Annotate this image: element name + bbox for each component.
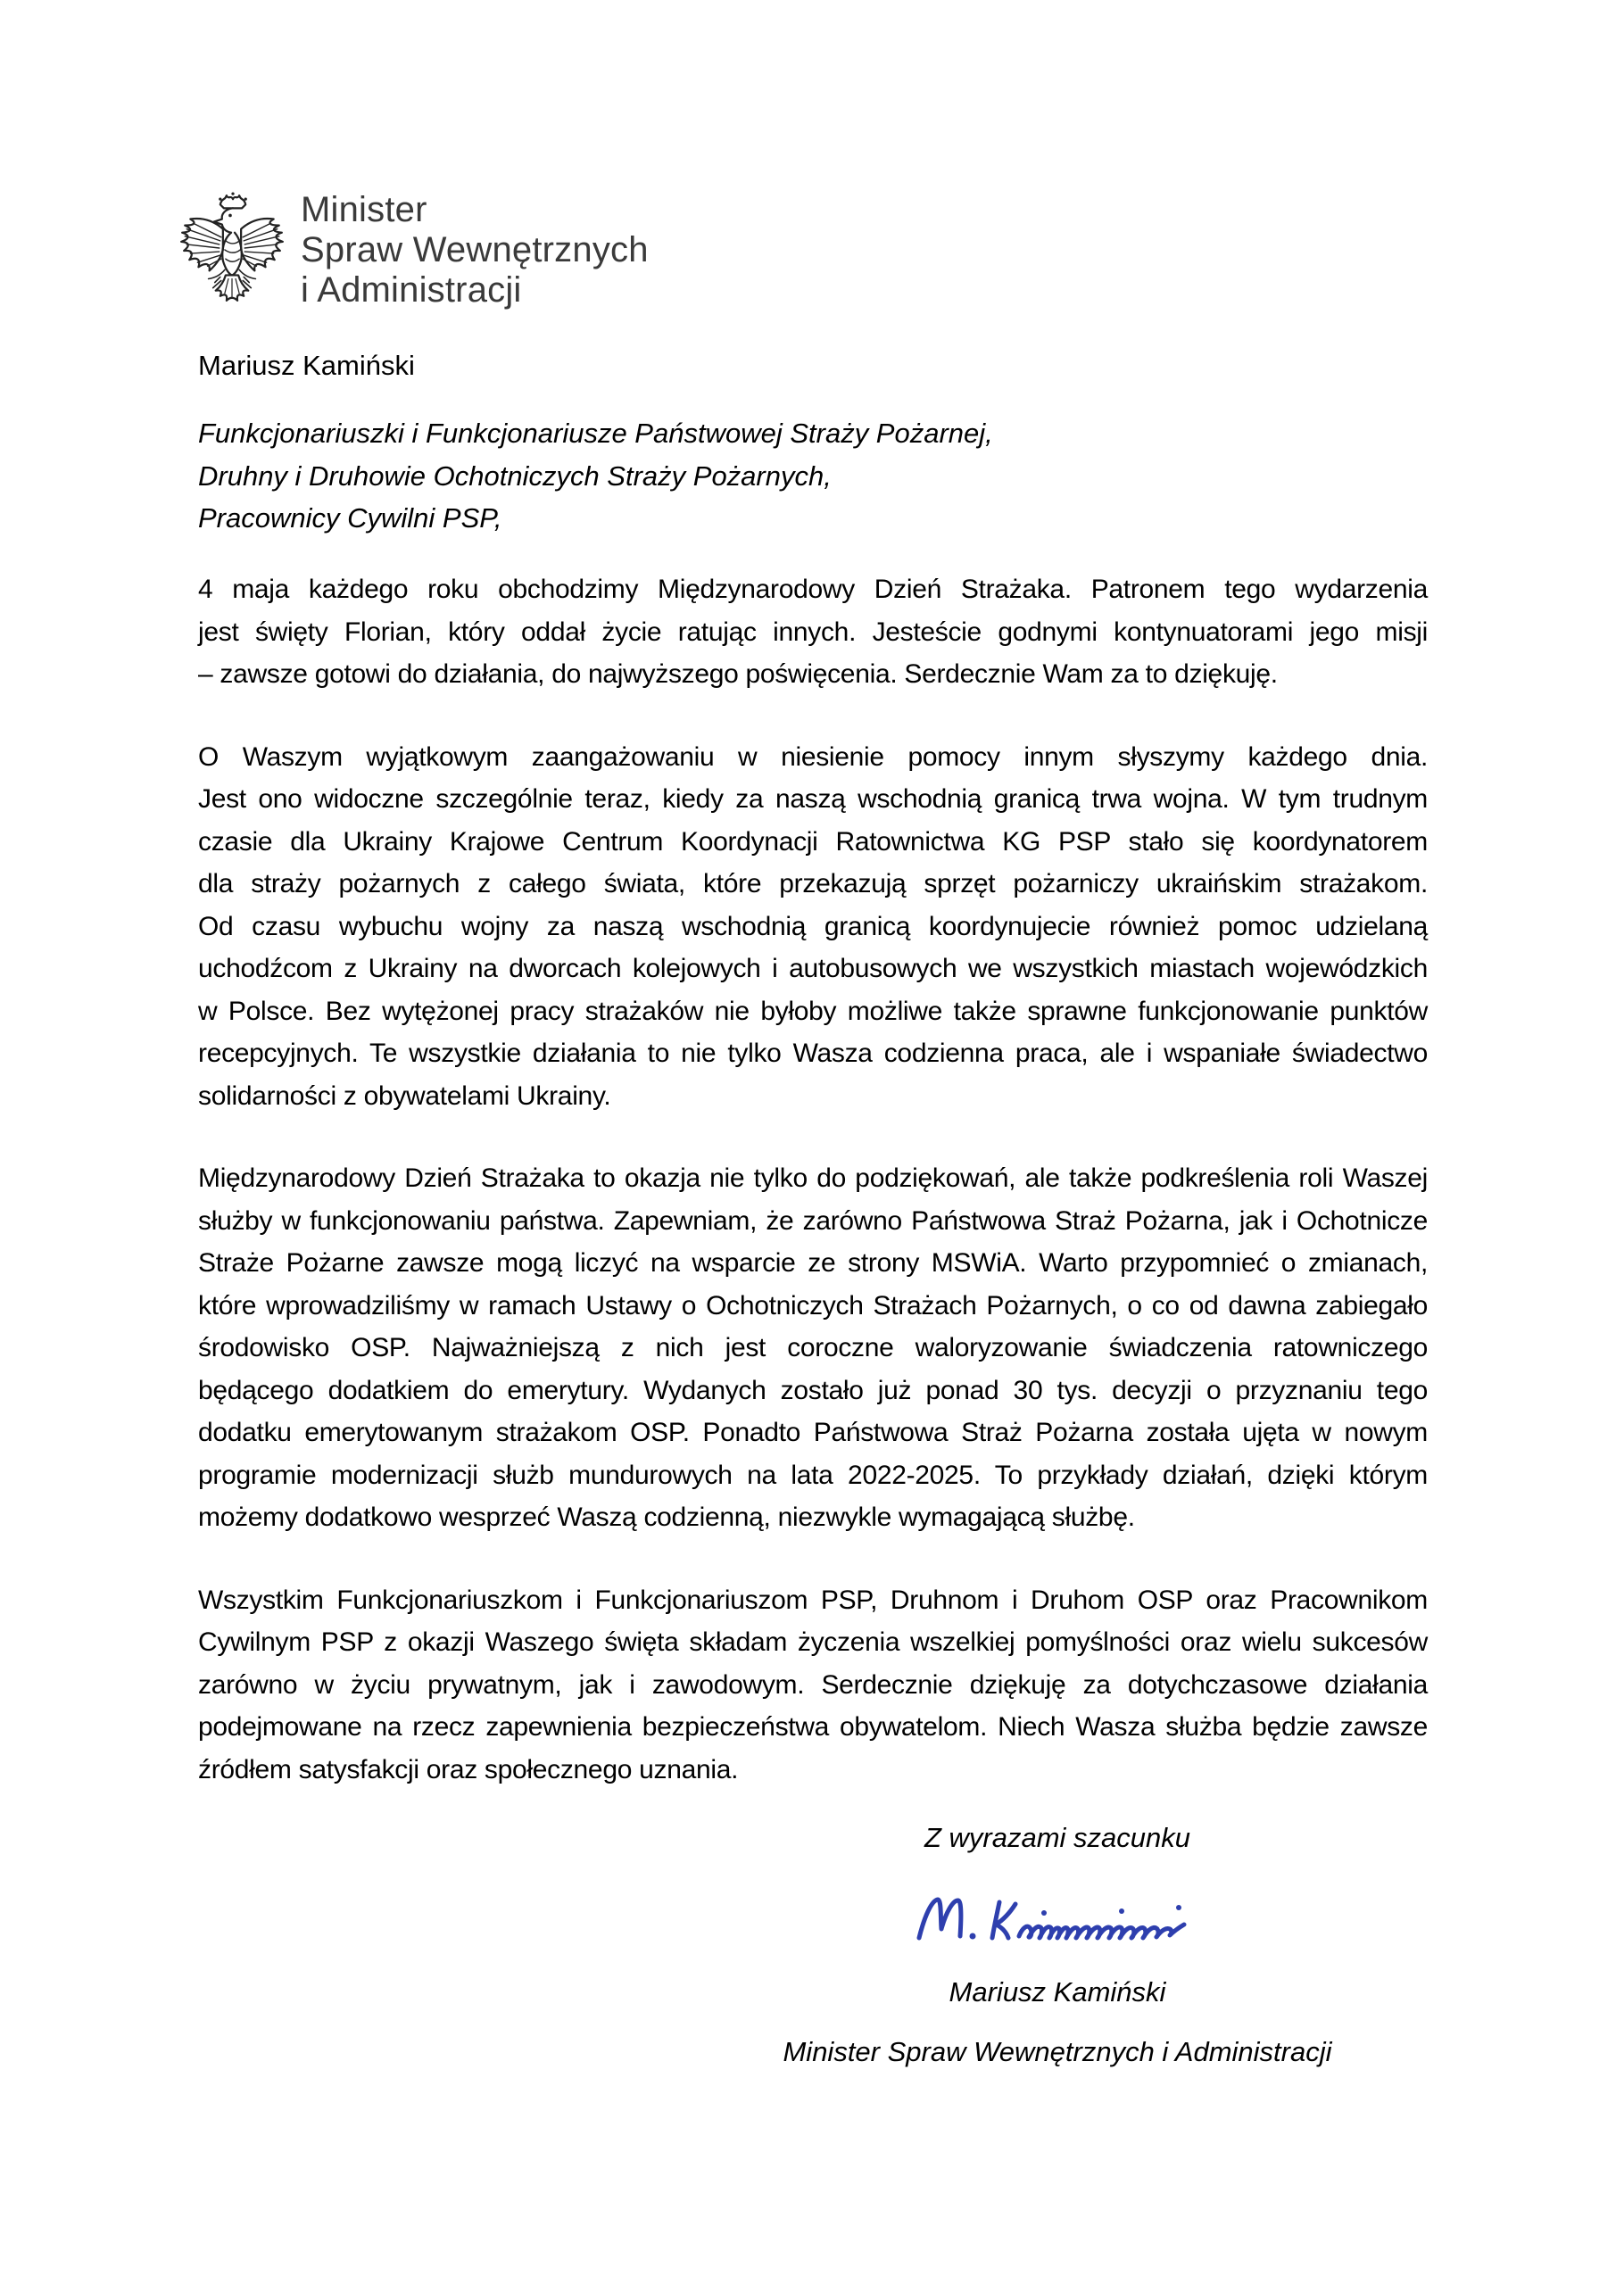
body-line: podejmowane na rzecz zapewnienia bezpieczeństwa obywatelom. Niech Wasza służba będzie zawsze xyxy=(198,1712,1428,1742)
ministry-title xyxy=(301,190,649,310)
signer-name: Mariusz Kamiński xyxy=(949,1976,1166,2008)
salutation xyxy=(198,412,993,540)
body-line: źródłem satysfakcji oraz społecznego uznania. xyxy=(198,1754,739,1784)
closing-block xyxy=(687,1817,1428,2073)
valediction: Z wyrazami szacunku xyxy=(924,1822,1191,1853)
ministry-title-line: i Administracji xyxy=(301,270,522,310)
body-line: możemy dodatkowo wesprzeć Waszą codzienną, niezwykle wymagającą służbę. xyxy=(198,1503,1135,1532)
paragraph-2 xyxy=(198,736,1428,1118)
salutation-line: Funkcjonariuszki i Funkcjonariusze Państwowej Straży Pożarnej, xyxy=(198,418,993,449)
body-line: – zawsze gotowi do działania, do najwyższego poświęcenia. Serdecznie Wam za to dziękuję. xyxy=(198,659,1278,689)
body-line: dodatku emerytowanym strażakom OSP. Ponadto Państwowa Straż Pożarna została ujęta w nowym xyxy=(198,1418,1428,1447)
handwritten-signature xyxy=(687,1891,1428,1948)
letterhead xyxy=(176,188,649,310)
body-line: środowisko OSP. Najważniejszą z nich jest coroczne waloryzowanie świadczenia ratowniczego xyxy=(198,1333,1428,1362)
body-line: czasie dla Ukrainy Krajowe Centrum Koordynacji Ratownictwa KG PSP stało się koordynatorem xyxy=(198,826,1428,857)
body-line: Od czasu wybuchu wojny za naszą wschodnią granicą koordynujecie również pomoc udzielaną xyxy=(198,911,1428,941)
body-line: Międzynarodowy Dzień Strażaka to okazja nie tylko do podziękowań, ale także podkreślenia roli Waszej xyxy=(198,1163,1428,1193)
paragraph-4 xyxy=(198,1579,1428,1792)
body-line: O Waszym wyjątkowym zaangażowaniu w niesienie pomocy innym słyszymy każdego dnia. xyxy=(198,741,1428,772)
salutation-line: Pracownicy Cywilni PSP, xyxy=(198,502,502,534)
body-line: w Polsce. Bez wytężonej pracy strażaków nie byłoby możliwe także sprawne funkcjonowanie punktów xyxy=(198,996,1428,1026)
body-line: uchodźcom z Ukrainy na dworcach kolejowych i autobusowych we wszystkich miastach wojewódzkich xyxy=(198,954,1428,983)
ministry-title-line: Minister xyxy=(301,190,427,229)
body-line: będącego dodatkiem do emerytury. Wydanych zostało już ponad 30 tys. decyzji o przyznaniu tego xyxy=(198,1375,1428,1405)
body-line: 4 maja każdego roku obchodzimy Międzynarodowy Dzień Strażaka. Patronem tego wydarzenia xyxy=(198,575,1428,604)
body-line: zarówno w życiu prywatnym, jak i zawodowym. Serdecznie dziękuję za dotychczasowe działania xyxy=(198,1669,1428,1700)
sender-name: Mariusz Kamiński xyxy=(198,350,415,381)
body-line: recepcyjnych. Te wszystkie działania to nie tylko Wasza codzienna praca, ale i wspaniałe świadectwo xyxy=(198,1039,1428,1068)
body-line: Straże Pożarne zawsze mogą liczyć na wsparcie ze strony MSWiA. Warto przypomnieć o zmianach, xyxy=(198,1248,1428,1278)
body-line: służby w funkcjonowaniu państwa. Zapewniam, że zarówno Państwowa Straż Pożarna, jak i Ochotnicze xyxy=(198,1205,1428,1236)
signature-ink-icon xyxy=(910,1892,1205,1947)
salutation-line: Druhny i Druhowie Ochotniczych Straży Pożarnych, xyxy=(198,459,832,492)
signer-title: Minister Spraw Wewnętrznych i Administracji xyxy=(783,2036,1332,2067)
body-line: Jest ono widoczne szczególnie teraz, kiedy za naszą wschodnią granicą trwa wojna. W tym trudnym xyxy=(198,784,1428,814)
body-line: programie modernizacji służb mundurowych na lata 2022-2025. To przykłady działań, dzięki którym xyxy=(198,1460,1428,1490)
polish-eagle-emblem-icon xyxy=(176,188,288,310)
body-line: które wprowadziliśmy w ramach Ustawy o Ochotniczych Strażach Pożarnych, o co od dawna zabiegało xyxy=(198,1290,1428,1320)
paragraph-1 xyxy=(198,568,1428,696)
body-line: Wszystkim Funkcjonariuszkom i Funkcjonariuszom PSP, Druhnom i Druhom OSP oraz Pracownikom xyxy=(198,1585,1428,1615)
ministry-title-line: Spraw Wewnętrznych xyxy=(301,230,649,269)
body-line: jest święty Florian, który oddał życie ratując innych. Jesteście godnymi kontynuatorami jego misji xyxy=(198,617,1428,647)
letter-body xyxy=(198,568,1428,1791)
body-line: dla straży pożarnych z całego świata, które przekazują sprzęt pożarniczy ukraińskim strażakom. xyxy=(198,869,1428,898)
body-line: Cywilnym PSP z okazji Waszego święta składam życzenia wszelkiej pomyślności oraz wielu sukcesów xyxy=(198,1627,1428,1657)
body-line: solidarności z obywatelami Ukrainy. xyxy=(198,1080,611,1111)
paragraph-3 xyxy=(198,1157,1428,1539)
